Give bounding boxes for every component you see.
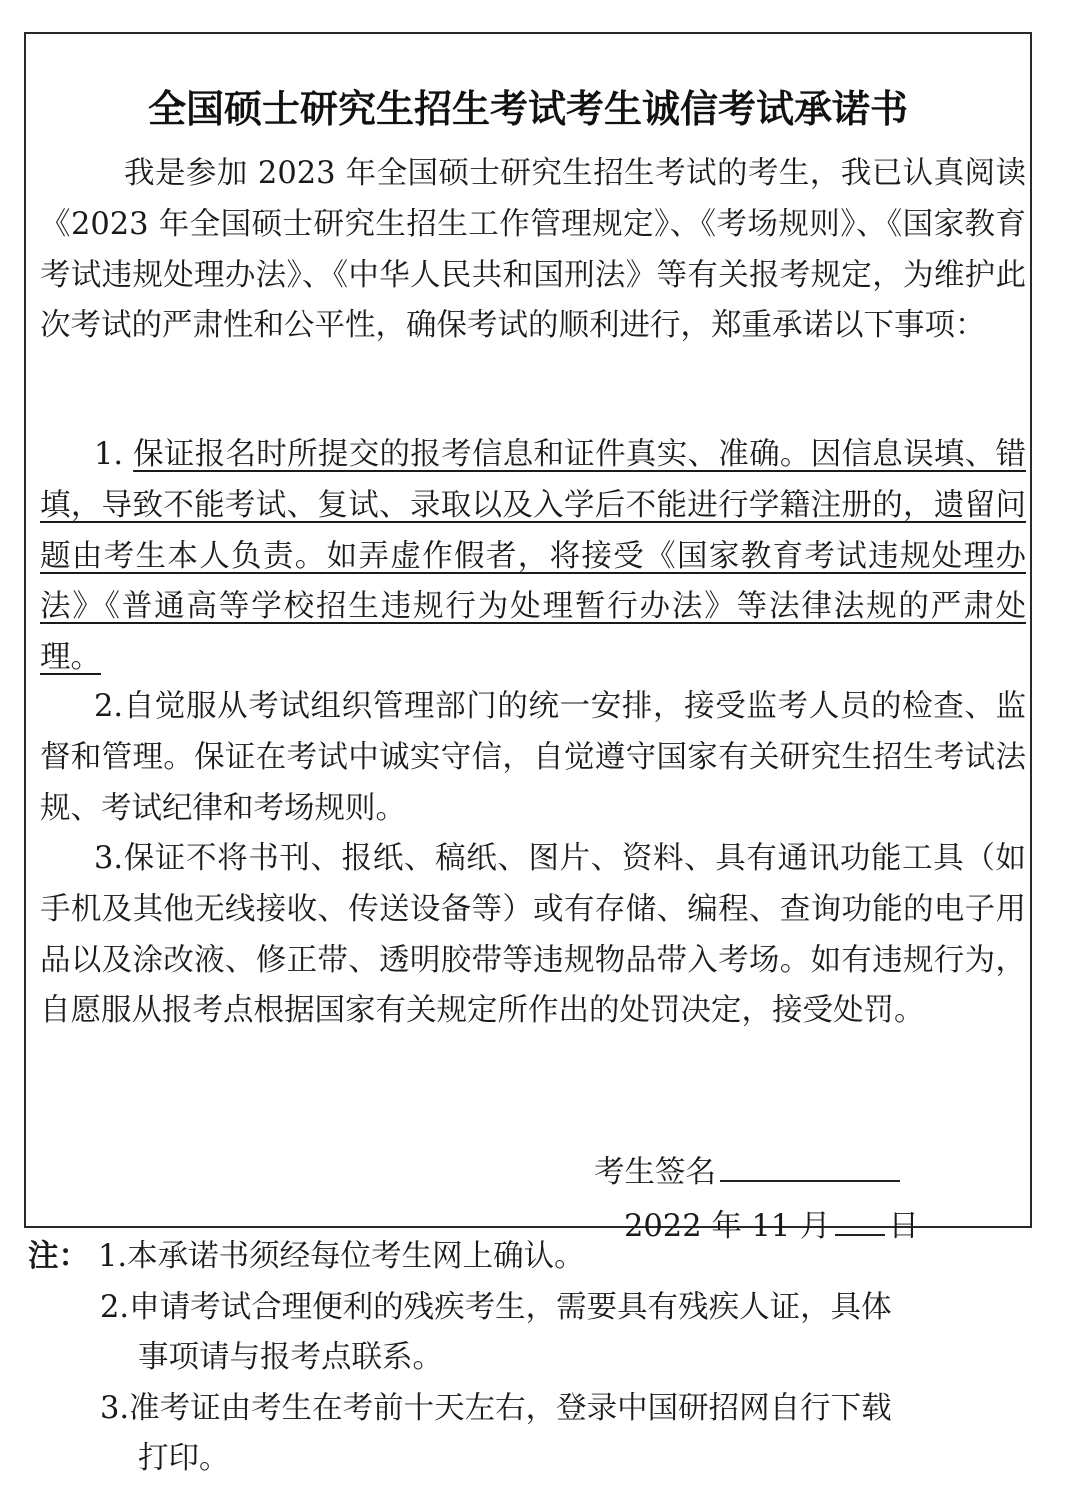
note-1-text: 1.本承诺书须经每位考生网上确认。 xyxy=(98,1239,585,1274)
date-suffix: 日 xyxy=(888,1209,920,1244)
commitment-item-3 xyxy=(40,834,1026,1037)
signature-blank xyxy=(720,1146,900,1182)
notes-heading: 注： xyxy=(28,1239,89,1274)
item-2-text: 自觉服从考试组织管理部门的统一安排，接受监考人员的检查、监督和管理。保证在考试中诚实守信，自觉遵守国家有关研究生招生考试法规、考试纪律和考场规则。 xyxy=(40,689,1026,826)
note-2-continuation: 事项请与报考点联系。 xyxy=(138,1340,443,1375)
note-3-continuation: 打印。 xyxy=(138,1441,230,1476)
item-3-text: 保证不将书刊、报纸、稿纸、图片、资料、具有通讯功能工具（如手机及其他无线接收、传送设备等）或有存储、编程、查询功能的电子用品以及涂改液、修正带、透明胶带等违规物品带入考场。如有违规行为，自愿服从报考点根据国家有关规定所作出的处罚决定，接受处罚。 xyxy=(40,841,1026,1029)
note-2: 2.申请考试合理便利的残疾考生，需要具有残疾人证，具体 xyxy=(100,1289,892,1325)
signature-label: 考生签名 xyxy=(594,1155,716,1190)
note-1 xyxy=(28,1232,1038,1283)
commitment-item-1 xyxy=(40,430,1026,684)
date-prefix: 2022 年 11 月 xyxy=(624,1209,831,1244)
item-1-number: 1. xyxy=(94,437,134,472)
commitment-item-2 xyxy=(40,682,1026,834)
note-3: 3.准考证由考生在考前十天左右，登录中国研招网自行下载 xyxy=(100,1390,892,1426)
item-1-text: 保证报名时所提交的报考信息和证件真实、准确。因信息误填、错填，导致不能考试、复试、录取以及入学后不能进行学籍注册的，遗留问题由考生本人负责。如弄虚作假者，将接受《国家教育考试违规处理办法》《普通高等学校招生违规行为处理暂行办法》等法律法规的严肃处理。 xyxy=(40,437,1027,676)
item-2-number: 2. xyxy=(94,689,124,724)
document-title: 全国硕士研究生招生考试考生诚信考试承诺书 xyxy=(147,87,908,131)
commitment-form-frame xyxy=(24,32,1032,1244)
notes-section xyxy=(28,1232,1038,1485)
intro-paragraph: 我是参加 2023 年全国硕士研究生招生考试的考生，我已认真阅读《2023 年全国硕士研究生招生工作管理规定》、《考场规则》、《国家教育考试违规处理办法》、《中华人民共和国刑法》等有关报考规定，为维护此次考试的严肃性和公平性，确保考试的顺利进行，郑重承诺以下事项： xyxy=(40,156,1026,344)
item-3-number: 3. xyxy=(94,841,124,876)
signature-line xyxy=(594,1146,900,1198)
